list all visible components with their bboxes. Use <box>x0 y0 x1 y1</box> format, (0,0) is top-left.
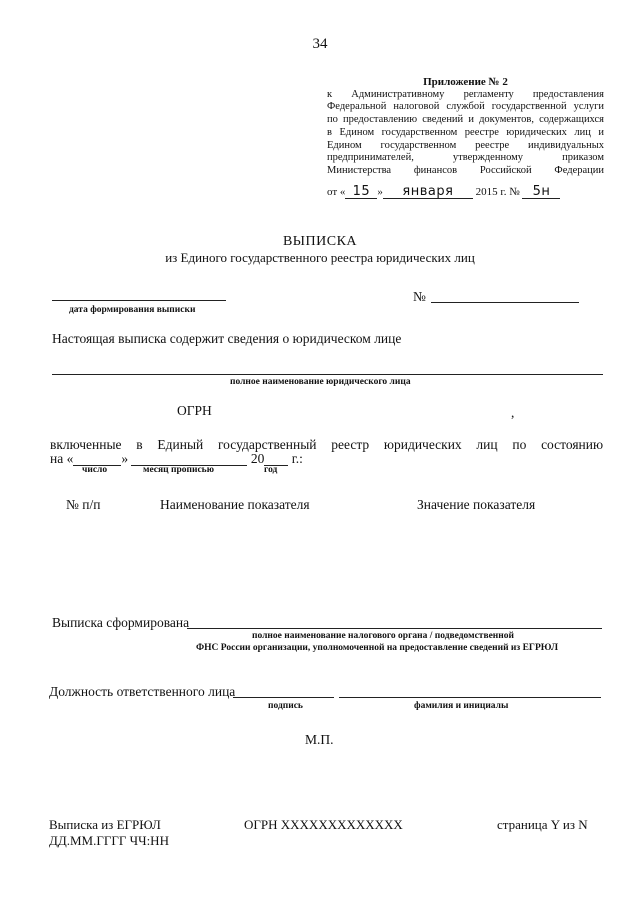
order-prefix: от « <box>327 186 346 198</box>
order-month: января <box>383 185 473 199</box>
caption-year: год <box>264 465 278 475</box>
state-word: лиц <box>476 437 498 452</box>
asof-year-field <box>264 452 288 466</box>
order-mid: » <box>377 186 383 198</box>
document-title: ВЫПИСКА <box>282 234 358 249</box>
order-reference <box>327 185 560 199</box>
state-word: реестр <box>331 437 370 452</box>
number-field-line <box>431 302 579 303</box>
footer-datetime: ДД.ММ.ГГГГ ЧЧ:НН <box>49 833 169 848</box>
state-word: включенные <box>50 437 122 452</box>
caption-name: фамилия и инициалы <box>414 701 509 711</box>
state-word: юридических <box>383 437 462 452</box>
asof-day-field <box>73 452 121 466</box>
document-subtitle: из Единого государственного реестра юридических лиц <box>165 250 475 265</box>
asof-close: » <box>121 451 129 466</box>
asof-prefix: на « <box>50 451 74 466</box>
signature-field-line <box>233 697 334 698</box>
appendix-block <box>327 76 604 178</box>
asof-suffix: г.: <box>291 451 303 466</box>
state-word: в <box>136 437 143 452</box>
caption-month: месяц прописью <box>143 465 214 475</box>
formed-field-line <box>187 628 602 629</box>
footer-extract-label: Выписка из ЕГРЮЛ <box>49 817 161 832</box>
formed-caption-2: ФНС России организации, уполномоченной на предоставление сведений из ЕГРЮЛ <box>196 643 559 653</box>
state-word: Единый <box>157 437 204 452</box>
position-label: Должность ответственного лица <box>49 684 236 699</box>
appendix-line: в Едином государственном реестре юридических лиц и <box>327 126 604 138</box>
name-field-line <box>339 697 601 698</box>
number-label: № <box>413 289 426 304</box>
column-name-header: Наименование показателя <box>160 497 310 512</box>
state-word: состоянию <box>541 437 604 452</box>
column-number-header: № п/п <box>66 497 101 512</box>
footer-page: страница Y из N <box>497 817 588 832</box>
asof-month-field <box>131 452 247 466</box>
formed-label: Выписка сформирована <box>52 615 190 630</box>
appendix-line: по предоставлению сведений и документов, содержащихся <box>327 114 604 126</box>
footer-ogrn: ОГРН XXXXXXXXXXXXX <box>244 817 403 832</box>
ogrn-label: ОГРН <box>177 403 212 418</box>
asof-century: 20 <box>250 451 265 466</box>
formed-caption-1: полное наименование налогового органа / подведомственной <box>252 631 514 641</box>
appendix-line: Едином государственном реестре индивидуальных <box>327 139 604 151</box>
order-year-text: 2015 г. № <box>475 186 520 198</box>
ogrn-comma: , <box>511 405 515 420</box>
date-caption: дата формирования выписки <box>69 305 196 315</box>
date-field-line <box>52 300 226 301</box>
order-day: 15 <box>345 185 377 199</box>
fullname-caption: полное наименование юридического лица <box>230 377 411 387</box>
fullname-field-line <box>52 374 603 375</box>
order-number: 5н <box>522 185 560 199</box>
appendix-line: Федеральной налоговой службой государственной услуги <box>327 101 604 113</box>
state-word: государственный <box>217 437 317 452</box>
appendix-line: предпринимателей, утвержденному приказом <box>327 152 604 164</box>
caption-signature: подпись <box>268 701 303 711</box>
contains-text: Настоящая выписка содержит сведения о юридическом лице <box>52 331 402 346</box>
appendix-line: Министерства финансов Российской Федерации <box>327 164 604 176</box>
caption-day: число <box>82 465 108 475</box>
state-word: по <box>512 437 527 452</box>
appendix-line: к Административному регламенту предоставления <box>327 88 604 100</box>
appendix-title: Приложение № 2 <box>423 76 508 88</box>
stamp-label: М.П. <box>305 732 334 747</box>
column-value-header: Значение показателя <box>417 497 536 512</box>
page-number: 34 <box>312 36 328 52</box>
